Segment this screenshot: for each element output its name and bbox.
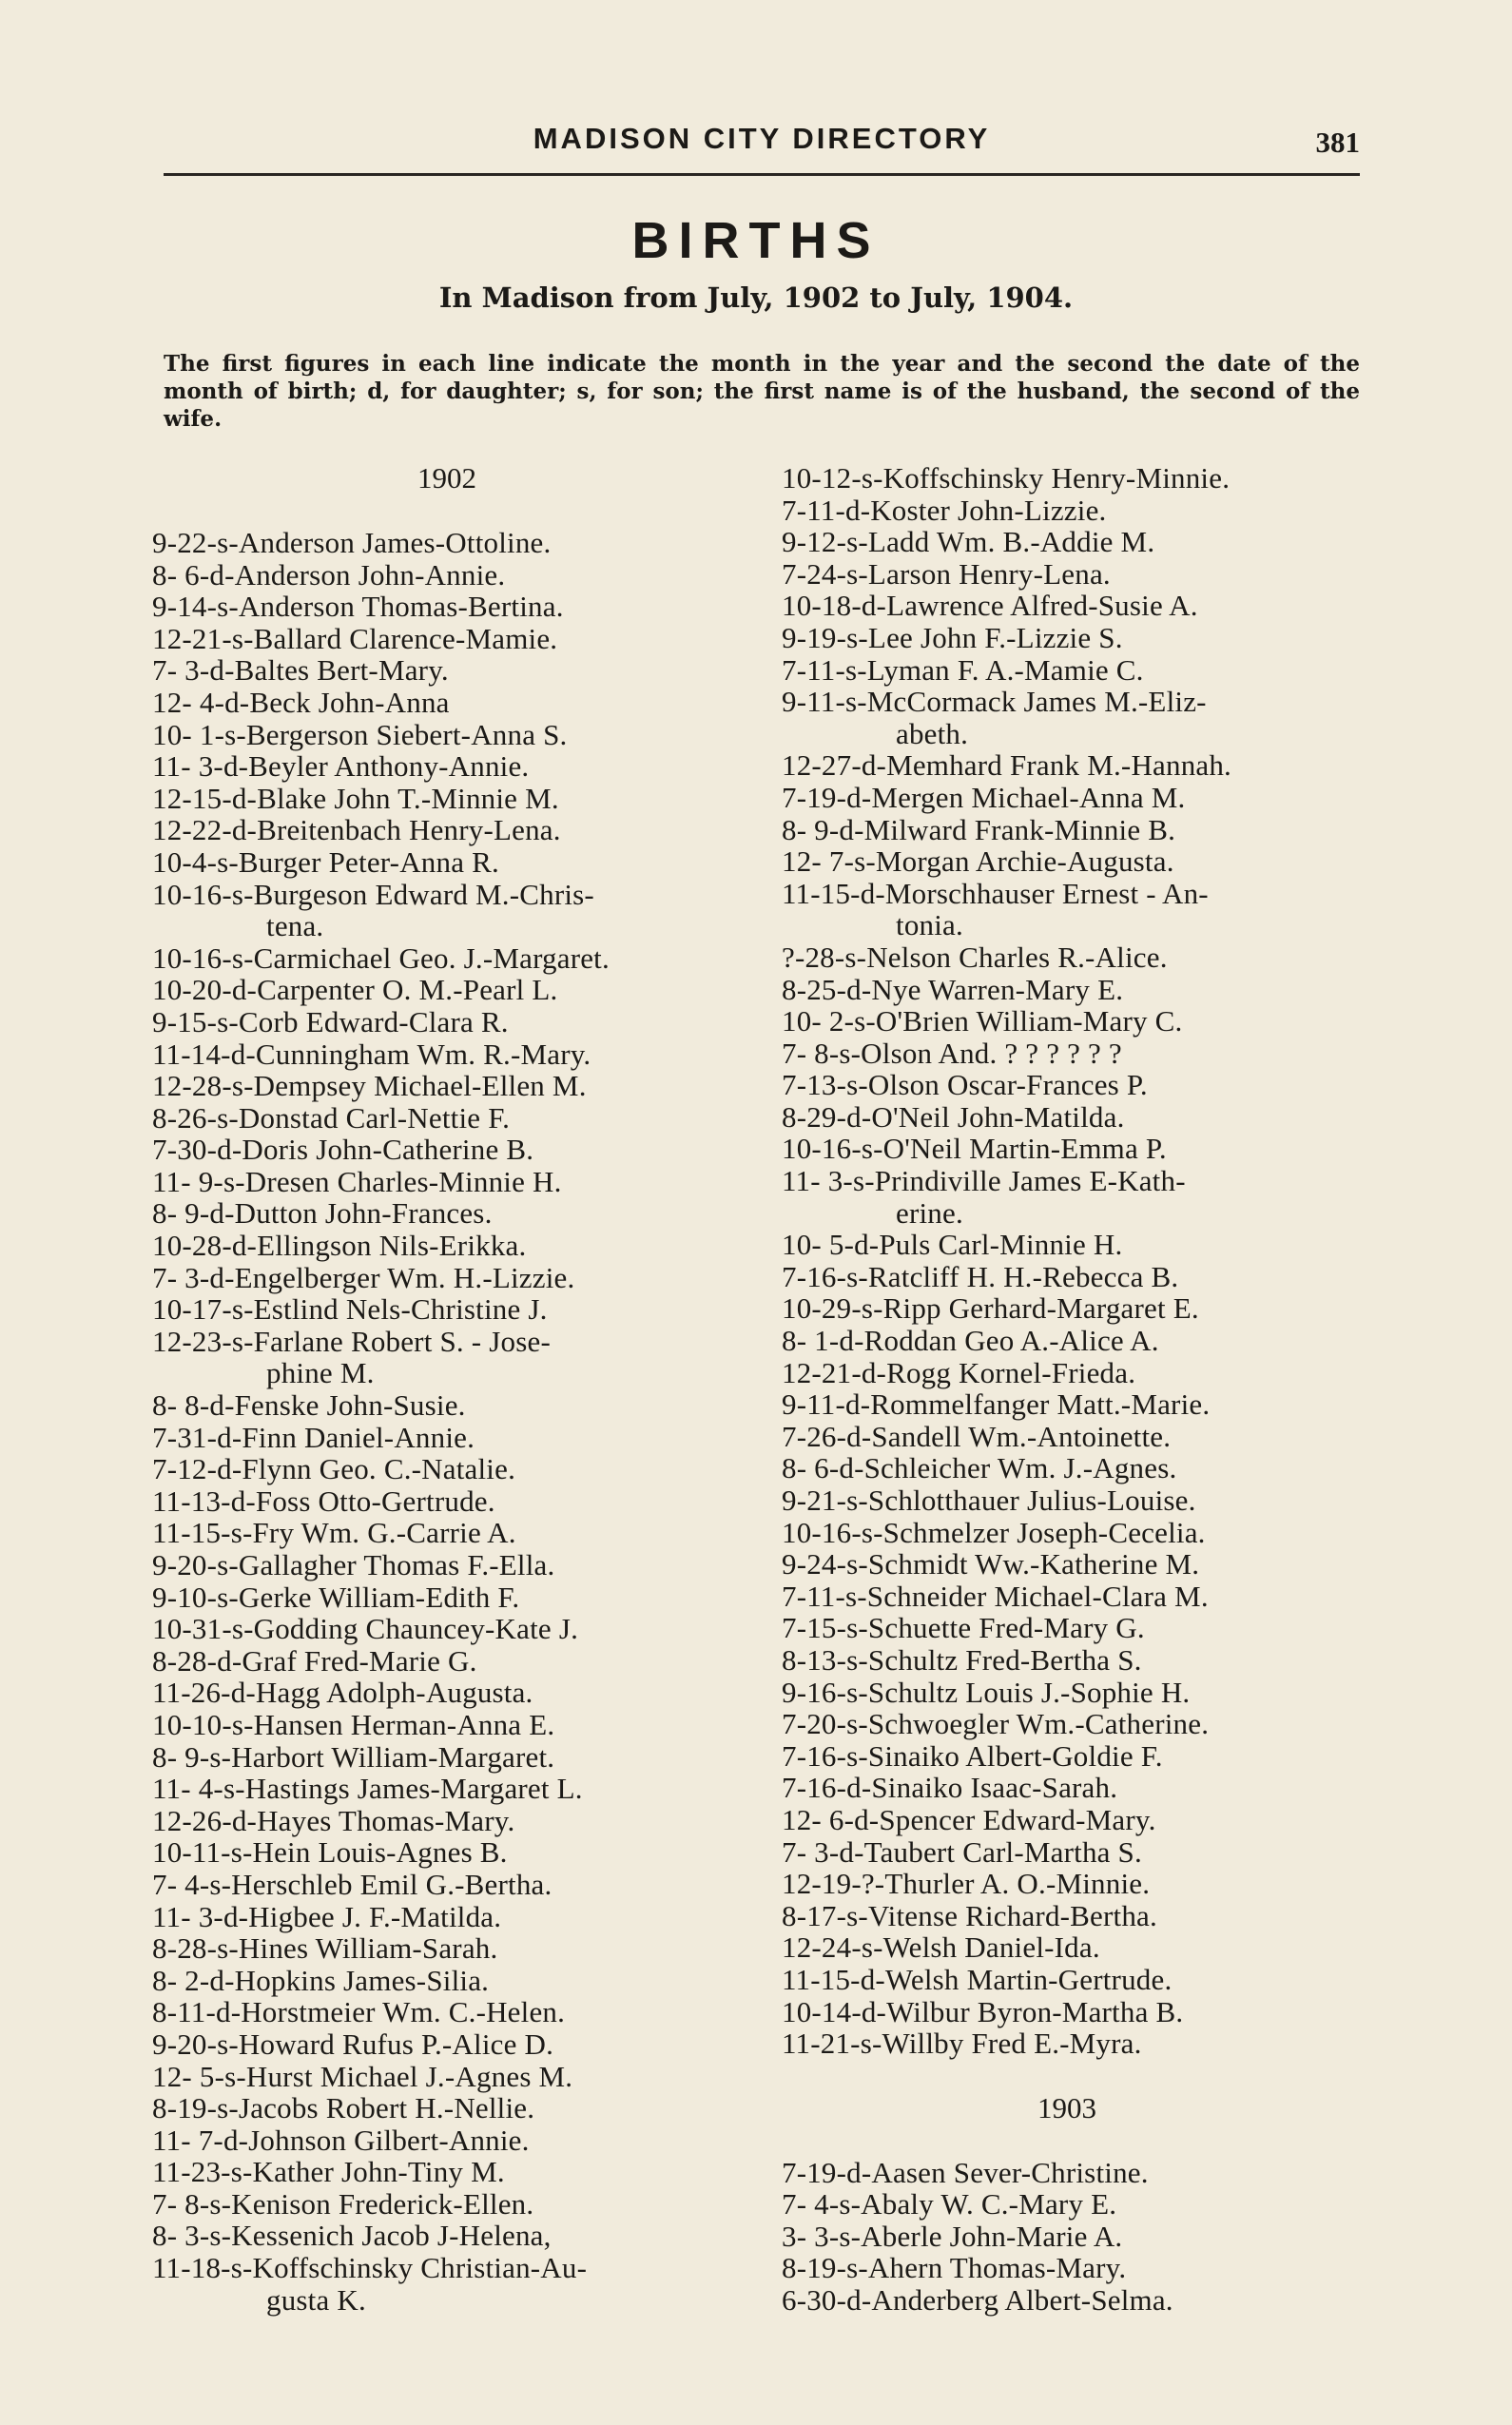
- birth-entry: [782, 495, 1352, 527]
- birth-entry-text: 10- 1-s-Bergerson Siebert-Anna S.: [152, 717, 568, 751]
- birth-entry-text: 12-21-d-Rogg Kornel-Frieda.: [782, 1355, 1136, 1389]
- birth-entry-text: 7-13-s-Olson Oscar-Frances P.: [782, 1068, 1148, 1102]
- birth-entry: [782, 1996, 1352, 2028]
- birth-entry: [152, 1965, 742, 1997]
- birth-entry-text: 12-26-d-Hayes Thomas-Mary.: [152, 1803, 515, 1837]
- birth-entry: [782, 686, 1352, 749]
- birth-entry: [152, 2220, 742, 2252]
- birth-entry-text: 10-14-d-Wilbur Byron-Martha B.: [782, 1994, 1184, 2028]
- birth-entry-text: 12- 4-d-Beck John-Anna: [152, 685, 450, 719]
- birth-entry: [152, 2124, 742, 2157]
- birth-entry-text: 10-16-s-O'Neil Martin-Emma P.: [782, 1132, 1167, 1166]
- birth-entry-text: 10-18-d-Lawrence Alfred-Susie A.: [782, 589, 1198, 623]
- birth-entry-text: 10-29-s-Ripp Gerhard-Margaret E.: [782, 1291, 1199, 1326]
- birth-entry: [152, 623, 742, 655]
- birth-entry-text: 12-22-d-Breitenbach Henry-Lena.: [152, 813, 561, 847]
- birth-entry: [782, 1804, 1352, 1836]
- birth-entry-text: 11- 3-d-Higbee J. F.-Matilda.: [152, 1899, 502, 1933]
- birth-entry-text: 6-30-d-Anderberg Albert-Selma.: [782, 2283, 1173, 2318]
- birth-entry: [782, 1325, 1352, 1357]
- intro-paragraph: The first figures in each line indicate the month in the year and the second the date of the month of birth; d, for daughter; s, for son; the first name is of the husband, the second of the wife.: [164, 351, 1360, 432]
- birth-entry: [152, 1932, 742, 1965]
- birth-entry: [782, 558, 1352, 591]
- birth-entry: [782, 1388, 1352, 1421]
- birth-entry-text: 8- 9-d-Dutton John-Frances.: [152, 1196, 493, 1231]
- birth-entry-text: 12-15-d-Blake John T.-Minnie M.: [152, 781, 559, 815]
- birth-entry-text: 10-20-d-Carpenter O. M.-Pearl L.: [152, 973, 558, 1007]
- birth-entry-text: 12- 5-s-Hurst Michael J.-Agnes M.: [152, 2059, 573, 2093]
- birth-entry: [782, 749, 1352, 782]
- birth-entry: [782, 622, 1352, 654]
- birth-entry-text: 9-21-s-Schlotthauer Julius-Louise.: [782, 1484, 1196, 1517]
- birth-entry-text: 7-16-s-Sinaiko Albert-Goldie F.: [782, 1738, 1163, 1773]
- birth-entry: [152, 1805, 742, 1837]
- birth-entry-text: 7-24-s-Larson Henry-Lena.: [782, 556, 1111, 591]
- birth-entry-text: 8- 2-d-Hopkins James-Silia.: [152, 1963, 490, 1997]
- birth-entry-text: 9-24-s-Schmidt Ww.-Katherine M.: [782, 1547, 1200, 1581]
- birth-entry: [782, 878, 1352, 941]
- birth-entry-text: 8- 9-d-Milward Frank-Minnie B.: [782, 812, 1176, 846]
- birth-entry-text: 11- 4-s-Hastings James-Margaret L.: [152, 1772, 583, 1806]
- birth-entry: [152, 1677, 742, 1709]
- birth-entry: [152, 591, 742, 623]
- birth-entry: [152, 783, 742, 815]
- birth-entry-text: 11-13-d-Foss Otto-Gertrude.: [152, 1484, 495, 1518]
- birth-entry: [152, 1230, 742, 1262]
- birth-entry: [782, 2221, 1352, 2253]
- birth-entry-text: 3- 3-s-Aberle John-Marie A.: [782, 2219, 1123, 2253]
- birth-entry: [152, 1581, 742, 1614]
- birth-entry: [152, 719, 742, 751]
- birth-entry-text: 7-19-d-Mergen Michael-Anna M.: [782, 780, 1186, 814]
- page-number: 381: [1315, 126, 1360, 159]
- birth-entry: [782, 2027, 1352, 2060]
- birth-entry: [782, 1484, 1352, 1517]
- birth-entry-text: 12-23-s-Farlane Robert S. - Jose-: [152, 1324, 551, 1358]
- birth-entry-text: 8- 9-s-Harbort William-Margaret.: [152, 1739, 555, 1774]
- birth-entry-text: 8-28-s-Hines William-Sarah.: [152, 1931, 498, 1966]
- birth-entry-text: 7- 3-d-Engelberger Wm. H.-Lizzie.: [152, 1260, 575, 1294]
- birth-entry-text: 8-13-s-Schultz Fred-Bertha S.: [782, 1642, 1142, 1677]
- birth-entry: [782, 1677, 1352, 1709]
- birth-entry: [782, 1038, 1352, 1070]
- birth-entry-text: 10-4-s-Burger Peter-Anna R.: [152, 844, 499, 879]
- birth-entry: [152, 2156, 742, 2188]
- birth-entry: [152, 559, 742, 592]
- entry-list-1902: [152, 527, 742, 2316]
- birth-entry-text: 12-24-s-Welsh Daniel-Ida.: [782, 1930, 1100, 1965]
- birth-entry: [782, 2284, 1352, 2317]
- birth-entry-text: 8- 8-d-Fenske John-Susie.: [152, 1388, 466, 1423]
- birth-entry-text: 10-16-s-Burgeson Edward M.-Chris-: [152, 877, 594, 911]
- birth-entry-text: 10-16-s-Schmelzer Joseph-Cecelia.: [782, 1515, 1206, 1549]
- birth-entry-text: 7-11-d-Koster John-Lizzie.: [782, 493, 1107, 527]
- birth-entry: [782, 1581, 1352, 1613]
- birth-entry: [782, 1644, 1352, 1677]
- birth-entry-continuation: gusta K.: [266, 2282, 366, 2317]
- birth-entry: [782, 1836, 1352, 1869]
- birth-entry-text: 7- 3-d-Baltes Bert-Mary.: [152, 653, 449, 688]
- birth-entry-text: 12- 6-d-Spencer Edward-Mary.: [782, 1802, 1156, 1836]
- birth-entry-text: 8- 1-d-Roddan Geo A.-Alice A.: [782, 1324, 1159, 1358]
- birth-entry-text: 11- 7-d-Johnson Gilbert-Annie.: [152, 2123, 530, 2157]
- birth-entry: [782, 1005, 1352, 1038]
- birth-entry-text: 11- 3-s-Prindiville James E-Kath-: [782, 1164, 1186, 1198]
- birth-entry-text: 8-28-d-Graf Fred-Marie G.: [152, 1643, 477, 1678]
- entry-list-1902-continued: [782, 462, 1352, 2060]
- birth-entry-text: 7-12-d-Flynn Geo. C.-Natalie.: [152, 1452, 516, 1486]
- birth-entry-text: 10- 5-d-Puls Carl-Minnie H.: [782, 1228, 1123, 1262]
- birth-entry-text: 9-11-s-McCormack James M.-Eliz-: [782, 685, 1207, 719]
- birth-entry-text: 9-22-s-Anderson James-Ottoline.: [152, 526, 552, 559]
- birth-entry-text: 7- 8-s-Kenison Frederick-Ellen.: [152, 2186, 534, 2221]
- section-title: BIRTHS: [631, 212, 881, 269]
- birth-entry: [152, 1741, 742, 1774]
- birth-entry-text: 8-29-d-O'Neil John-Matilda.: [782, 1099, 1125, 1134]
- left-column: [152, 462, 742, 2316]
- birth-entry: [152, 1709, 742, 1741]
- birth-entry-text: 8-19-s-Jacobs Robert H.-Nellie.: [152, 2091, 535, 2125]
- birth-entry: [782, 2188, 1352, 2221]
- birth-entry: [152, 942, 742, 975]
- birth-entry: [782, 1517, 1352, 1549]
- birth-entry-text: 9-11-d-Rommelfanger Matt.-Marie.: [782, 1387, 1211, 1422]
- birth-entry: [782, 1165, 1352, 1229]
- birth-entry: [152, 1038, 742, 1071]
- birth-entry-text: 7-15-s-Schuette Fred-Mary G.: [782, 1611, 1145, 1645]
- birth-entry: [782, 2252, 1352, 2284]
- birth-entry: [152, 1453, 742, 1485]
- birth-entry-text: 10-12-s-Koffschinsky Henry-Minnie.: [782, 461, 1231, 495]
- birth-entry-text: 10-28-d-Ellingson Nils-Erikka.: [152, 1229, 527, 1263]
- directory-title: MADISON CITY DIRECTORY: [533, 122, 991, 155]
- birth-entry-text: 7- 3-d-Taubert Carl-Martha S.: [782, 1834, 1142, 1869]
- birth-entry: [152, 846, 742, 879]
- birth-entry: [782, 1548, 1352, 1581]
- birth-entry: [152, 2061, 742, 2093]
- birth-entry: [152, 654, 742, 687]
- birth-entry-text: 12- 7-s-Morgan Archie-Augusta.: [782, 844, 1174, 879]
- birth-entry: [152, 1422, 742, 1454]
- birth-entry: [782, 1069, 1352, 1101]
- birth-entry: [782, 1421, 1352, 1453]
- birth-entry: [152, 814, 742, 846]
- birth-entry-text: 8- 3-s-Kessenich Jacob J-Helena,: [152, 2219, 552, 2253]
- birth-entry-text: 7-30-d-Doris John-Catherine B.: [152, 1133, 534, 1167]
- birth-entry: [782, 526, 1352, 558]
- birth-entry-text: 7-16-s-Ratcliff H. H.-Rebecca B.: [782, 1259, 1179, 1293]
- birth-entry-text: 11-15-d-Welsh Martin-Gertrude.: [782, 1962, 1173, 1996]
- birth-entry: [152, 1836, 742, 1869]
- birth-entry-text: 7- 8-s-Olson And. ? ? ? ? ? ?: [782, 1036, 1122, 1070]
- birth-entry: [782, 1133, 1352, 1165]
- birth-entry-continuation: erine.: [896, 1195, 963, 1230]
- year-heading-1902: 1902: [417, 461, 476, 495]
- birth-entry: [152, 974, 742, 1006]
- birth-entry-text: 7-31-d-Finn Daniel-Annie.: [152, 1420, 475, 1454]
- section-subtitle: In Madison from July, 1902 to July, 1904.: [438, 281, 1074, 314]
- birth-entry-text: 9-19-s-Lee John F.-Lizzie S.: [782, 620, 1123, 654]
- birth-entry: [782, 941, 1352, 974]
- birth-entry: [782, 1964, 1352, 1996]
- birth-entry: [152, 2092, 742, 2124]
- birth-entry-text: 10-31-s-Godding Chauncey-Kate J.: [152, 1612, 579, 1646]
- birth-entry: [152, 1006, 742, 1038]
- birth-entry: [152, 1517, 742, 1549]
- birth-entry: [782, 1612, 1352, 1644]
- birth-entry-continuation: tena.: [266, 909, 324, 943]
- birth-entry-continuation: abeth.: [896, 716, 969, 750]
- birth-entry-text: 7-26-d-Sandell Wm.-Antoinette.: [782, 1419, 1172, 1453]
- birth-entry: [152, 687, 742, 719]
- birth-entry-text: 11-23-s-Kather John-Tiny M.: [152, 2155, 505, 2189]
- birth-entry: [152, 1645, 742, 1678]
- birth-entry: [152, 527, 742, 559]
- birth-entry-text: 12-21-s-Ballard Clarence-Mamie.: [152, 621, 558, 655]
- birth-entry: [152, 1166, 742, 1198]
- birth-entry-text: 11-15-s-Fry Wm. G.-Carrie A.: [152, 1516, 516, 1550]
- birth-entry: [152, 1613, 742, 1645]
- birth-entry-text: ?-28-s-Nelson Charles R.-Alice.: [782, 940, 1168, 974]
- birth-entry-text: 7- 4-s-Abaly W. C.-Mary E.: [782, 2187, 1117, 2221]
- birth-entry: [782, 1931, 1352, 1964]
- birth-entry-text: 12-28-s-Dempsey Michael-Ellen M.: [152, 1069, 587, 1103]
- birth-entry: [152, 1485, 742, 1518]
- birth-entry: [152, 1134, 742, 1166]
- birth-entry: [782, 1452, 1352, 1484]
- birth-entry: [782, 1708, 1352, 1740]
- birth-entry-text: 10- 2-s-O'Brien William-Mary C.: [782, 1004, 1183, 1038]
- birth-entry: [782, 1261, 1352, 1293]
- birth-entry-text: 9-15-s-Corb Edward-Clara R.: [152, 1004, 509, 1038]
- birth-entry-text: 7- 4-s-Herschleb Emil G.-Bertha.: [152, 1867, 552, 1901]
- birth-entry-text: 9-14-s-Anderson Thomas-Bertina.: [152, 590, 564, 624]
- birth-entry-text: 7-20-s-Schwoegler Wm.-Catherine.: [782, 1707, 1210, 1741]
- birth-entry: [152, 750, 742, 783]
- birth-entry: [152, 1773, 742, 1805]
- birth-entry-text: 11-21-s-Willby Fred E.-Myra.: [782, 2027, 1142, 2061]
- birth-entry: [782, 590, 1352, 622]
- birth-entry: [152, 1262, 742, 1294]
- birth-entry: [782, 654, 1352, 687]
- birth-entry: [152, 1326, 742, 1389]
- birth-entry: [152, 2252, 742, 2316]
- birth-entry-text: 11- 9-s-Dresen Charles-Minnie H.: [152, 1164, 562, 1198]
- birth-entry: [782, 1229, 1352, 1261]
- birth-entry-text: 7-19-d-Aasen Sever-Christine.: [782, 2155, 1149, 2189]
- birth-entry-text: 10-16-s-Carmichael Geo. J.-Margaret.: [152, 941, 610, 975]
- birth-entry-text: 8-25-d-Nye Warren-Mary E.: [782, 972, 1124, 1006]
- right-column: [782, 462, 1352, 2317]
- birth-entry-text: 7-16-d-Sinaiko Isaac-Sarah.: [782, 1771, 1118, 1805]
- birth-entry: [152, 1070, 742, 1102]
- birth-entry-text: 8-17-s-Vitense Richard-Bertha.: [782, 1898, 1157, 1932]
- birth-entry-text: 8-26-s-Donstad Carl-Nettie F.: [152, 1100, 511, 1135]
- birth-entry: [152, 879, 742, 942]
- page-header: [164, 116, 1360, 176]
- birth-entry: [782, 1740, 1352, 1773]
- birth-entry-text: 9-10-s-Gerke William-Edith F.: [152, 1580, 520, 1614]
- birth-entry: [152, 2028, 742, 2061]
- birth-entry-text: 10-17-s-Estlind Nels-Christine J.: [152, 1292, 548, 1327]
- birth-entry-text: 8- 6-d-Schleicher Wm. J.-Agnes.: [782, 1451, 1177, 1485]
- birth-entry: [782, 2157, 1352, 2189]
- birth-entry-continuation: tonia.: [896, 908, 963, 942]
- birth-entry: [782, 845, 1352, 878]
- birth-entry-text: 11- 3-d-Beyler Anthony-Annie.: [152, 749, 530, 784]
- birth-entry: [782, 974, 1352, 1006]
- year-heading-1903: 1903: [1037, 2090, 1096, 2124]
- birth-entry: [152, 1197, 742, 1230]
- birth-entry-text: 11-18-s-Koffschinsky Christian-Au-: [152, 2251, 588, 2285]
- birth-entry: [782, 1292, 1352, 1325]
- birth-entry-continuation: phine M.: [266, 1356, 375, 1390]
- birth-entry-text: 10-11-s-Hein Louis-Agnes B.: [152, 1835, 508, 1870]
- birth-entry: [782, 462, 1352, 495]
- birth-entry-text: 12-19-?-Thurler A. O.-Minnie.: [782, 1867, 1151, 1901]
- birth-entry-text: 10-10-s-Hansen Herman-Anna E.: [152, 1707, 555, 1741]
- birth-entry-text: 11-15-d-Morschhauser Ernest - An-: [782, 876, 1209, 910]
- birth-entry: [152, 1901, 742, 1933]
- birth-entry-text: 12-27-d-Memhard Frank M.-Hannah.: [782, 748, 1232, 783]
- entry-list-1903: [782, 2157, 1352, 2317]
- birth-entry-text: 8-11-d-Horstmeier Wm. C.-Helen.: [152, 1995, 566, 2029]
- birth-entry: [782, 782, 1352, 814]
- birth-entry: [782, 1900, 1352, 1932]
- birth-entry-text: 7-11-s-Schneider Michael-Clara M.: [782, 1579, 1209, 1613]
- birth-entry-text: 11-26-d-Hagg Adolph-Augusta.: [152, 1676, 533, 1710]
- birth-entry-text: 8-19-s-Ahern Thomas-Mary.: [782, 2251, 1127, 2285]
- birth-entry: [782, 1357, 1352, 1389]
- birth-entry: [782, 1101, 1352, 1134]
- birth-entry: [152, 2188, 742, 2221]
- birth-entry: [152, 1869, 742, 1901]
- birth-entry-text: 11-14-d-Cunningham Wm. R.-Mary.: [152, 1037, 591, 1071]
- birth-entry: [152, 1549, 742, 1581]
- birth-entry-text: 9-16-s-Schultz Louis J.-Sophie H.: [782, 1675, 1191, 1709]
- birth-entry: [782, 814, 1352, 846]
- birth-entry: [152, 1389, 742, 1422]
- birth-entry-text: 9-20-s-Howard Rufus P.-Alice D.: [152, 2027, 554, 2061]
- birth-entry-text: 7-11-s-Lyman F. A.-Mamie C.: [782, 652, 1144, 687]
- birth-entry: [152, 1996, 742, 2028]
- birth-entry-text: 8- 6-d-Anderson John-Annie.: [152, 557, 506, 592]
- birth-entry: [782, 1868, 1352, 1900]
- birth-entry: [782, 1772, 1352, 1804]
- birth-entry: [152, 1102, 742, 1135]
- birth-entry-text: 9-12-s-Ladd Wm. B.-Addie M.: [782, 525, 1155, 559]
- birth-entry-text: 9-20-s-Gallagher Thomas F.-Ella.: [152, 1548, 555, 1581]
- birth-entry: [152, 1293, 742, 1326]
